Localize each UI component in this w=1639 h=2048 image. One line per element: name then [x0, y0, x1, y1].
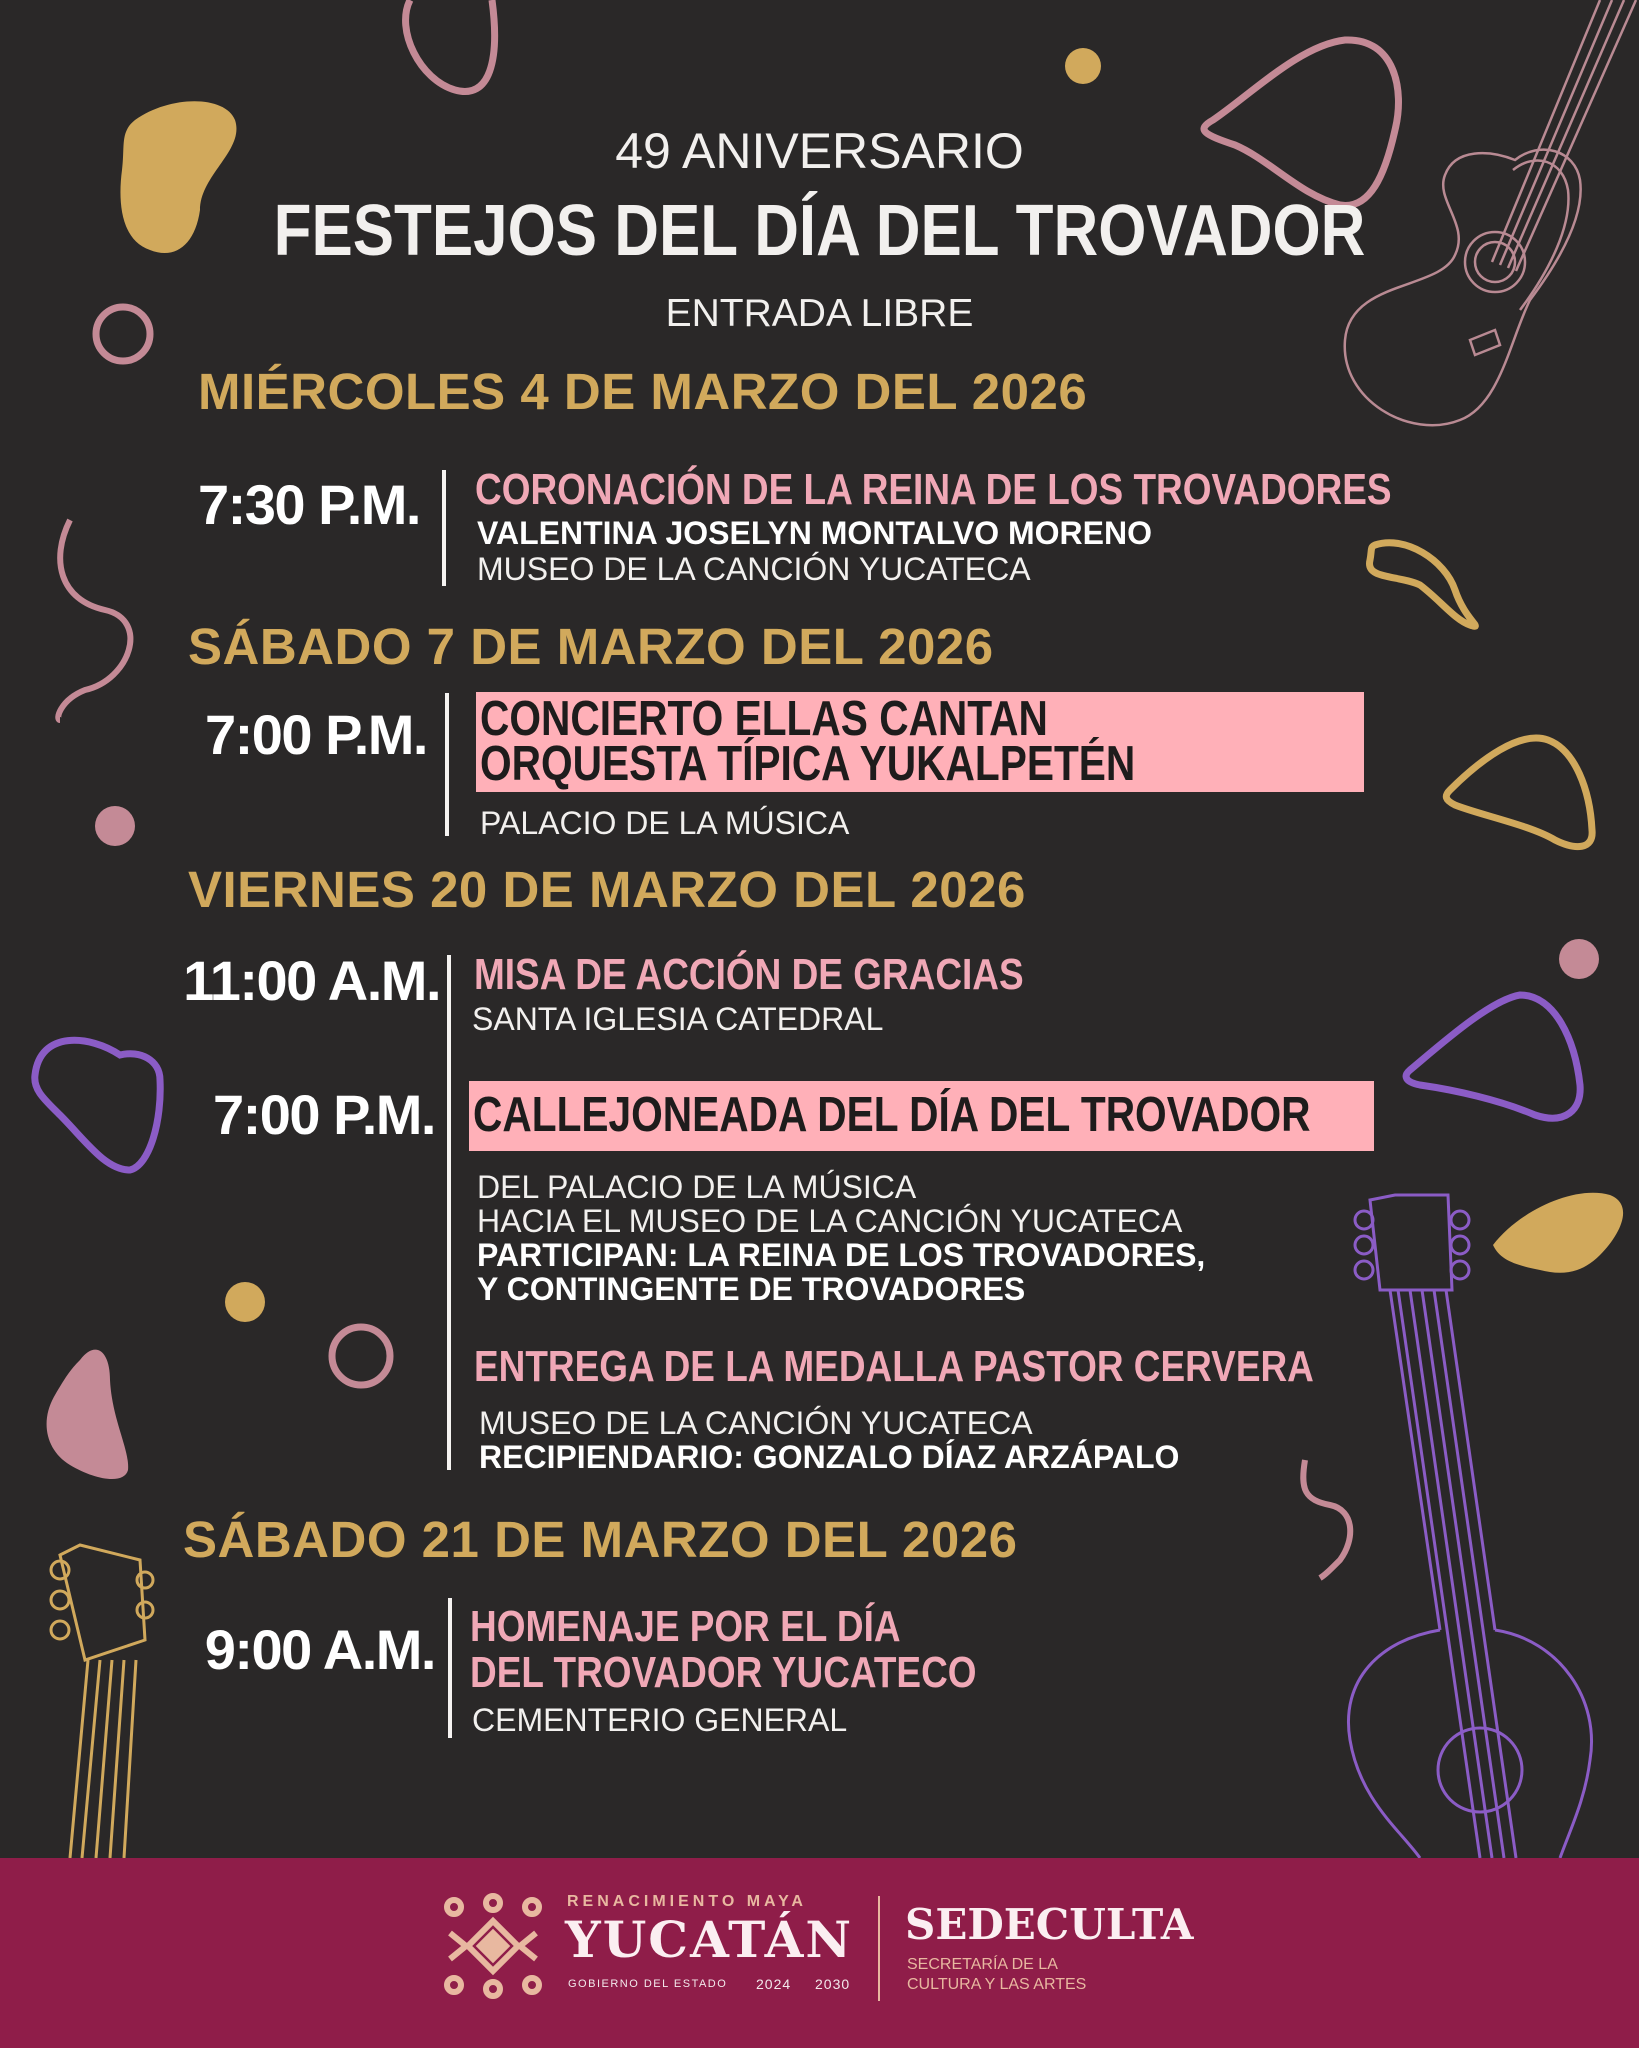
event-venue: CEMENTERIO GENERAL — [472, 1702, 848, 1738]
event-time: 11:00 A.M. — [183, 949, 440, 1012]
event-detail: Y CONTINGENTE DE TROVADORES — [477, 1271, 1026, 1307]
event-venue: PALACIO DE LA MÚSICA — [480, 805, 850, 841]
footer-agency-line: CULTURA Y LAS ARTES — [907, 1976, 1087, 1993]
footer-tagline: RENACIMIENTO MAYA — [567, 1893, 807, 1910]
footer-state-name: YUCATÁN — [565, 1910, 854, 1969]
yucatan-emblem-logo — [440, 1893, 546, 1999]
gold-dot — [225, 1282, 265, 1322]
event-detail: PARTICIPAN: LA REINA DE LOS TROVADORES, — [477, 1237, 1206, 1273]
event-title: ENTREGA DE LA MEDALLA PASTOR CERVERA — [474, 1342, 1314, 1391]
pink-loop-top-shape — [406, 0, 495, 92]
event-divider — [448, 1598, 452, 1738]
footer-bar — [0, 1858, 1639, 2048]
event-title-line: DEL TROVADOR YUCATECO — [470, 1648, 977, 1697]
entry-label: ENTRADA LIBRE — [665, 292, 974, 335]
guitar-outline-bottom-left — [51, 1545, 153, 1858]
event-divider — [445, 693, 449, 836]
event-title-line: CONCIERTO ELLAS CANTAN — [480, 692, 1048, 746]
event-time: 7:00 P.M. — [204, 703, 427, 766]
day-date: SÁBADO 21 DE MARZO DEL 2026 — [183, 1511, 1018, 1568]
pink-dot — [95, 806, 135, 846]
event-title: MISA DE ACCIÓN DE GRACIAS — [474, 950, 1024, 999]
event-time: 7:00 P.M. — [212, 1083, 435, 1146]
event-detail: DEL PALACIO DE LA MÚSICA — [477, 1169, 917, 1205]
page-title: FESTEJOS DEL DÍA DEL TROVADOR — [273, 191, 1366, 271]
purple-triangle-outline — [1406, 995, 1580, 1118]
event-time: 7:30 P.M. — [197, 473, 420, 536]
day-date: SÁBADO 7 DE MARZO DEL 2026 — [188, 618, 994, 675]
day-date: VIERNES 20 DE MARZO DEL 2026 — [188, 861, 1026, 918]
event-detail: RECIPIENDARIO: GONZALO DÍAZ ARZÁPALO — [479, 1439, 1180, 1475]
pink-squiggle-right — [1303, 1460, 1350, 1578]
event-detail: HACIA EL MUSEO DE LA CANCIÓN YUCATECA — [477, 1203, 1183, 1239]
event-title-line: ORQUESTA TÍPICA YUKALPETÉN — [480, 737, 1136, 791]
footer-period-end: 2030 — [815, 1976, 851, 1992]
pink-ring — [332, 1327, 390, 1385]
day-date: MIÉRCOLES 4 DE MARZO DEL 2026 — [198, 363, 1088, 420]
gold-dot — [1065, 48, 1101, 84]
gold-kidney-outline — [1370, 543, 1476, 626]
event-divider — [442, 470, 446, 586]
event-venue: MUSEO DE LA CANCIÓN YUCATECA — [479, 1405, 1033, 1441]
pink-squiggle-left — [58, 520, 130, 720]
purple-heart-outline — [35, 1040, 160, 1170]
footer-period-start: 2024 — [756, 1976, 792, 1992]
footer-agency-name: SEDECULTA — [905, 1900, 1194, 1949]
event-time: 9:00 A.M. — [204, 1618, 435, 1681]
footer-government: GOBIERNO DEL ESTADO — [568, 1978, 728, 1990]
event-venue: SANTA IGLESIA CATEDRAL — [472, 1001, 884, 1037]
footer-divider — [878, 1896, 880, 2001]
gold-triangle-outline — [1446, 738, 1592, 847]
event-divider — [447, 955, 451, 1470]
footer-agency-line: SECRETARÍA DE LA — [907, 1956, 1058, 1973]
event-title-line: HOMENAJE POR EL DÍA — [470, 1602, 901, 1651]
event-venue: MUSEO DE LA CANCIÓN YUCATECA — [477, 551, 1031, 587]
event-title: CALLEJONEADA DEL DÍA DEL TROVADOR — [473, 1088, 1311, 1142]
pink-teardrop-shape — [47, 1350, 129, 1479]
anniversary-heading: 49 ANIVERSARIO — [615, 123, 1024, 179]
event-title: CORONACIÓN DE LA REINA DE LOS TROVADORES — [475, 465, 1392, 514]
event-detail: VALENTINA JOSELYN MONTALVO MORENO — [477, 515, 1152, 551]
guitar-outline-bottom-right — [1348, 1195, 1591, 1858]
pink-dot — [1559, 939, 1599, 979]
gold-blob-shape — [1493, 1193, 1623, 1273]
